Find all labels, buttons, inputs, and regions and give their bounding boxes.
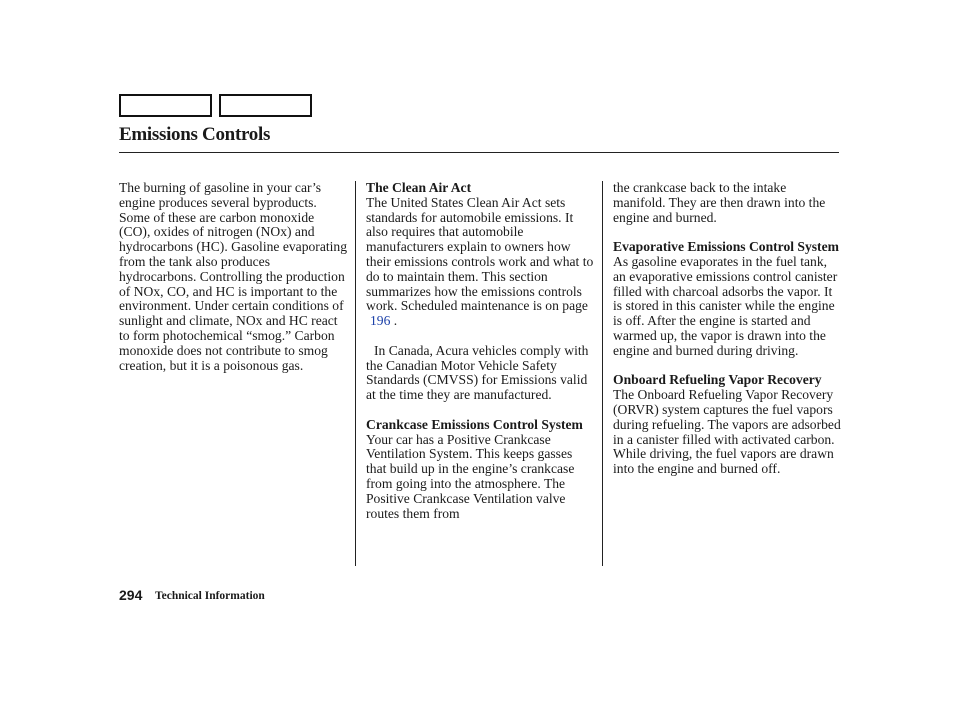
section-name: Technical Information (155, 590, 265, 602)
next-page-button[interactable] (219, 94, 312, 117)
crankcase-continued-paragraph: the crankcase back to the intake manifold. They are then drawn into the engine and burned. (613, 180, 826, 225)
crankcase-heading: Crankcase Emissions Control System (366, 416, 583, 432)
intro-paragraph: The burning of gasoline in your car’s engine produces several byproducts. Some of these are carbon monoxide (CO), oxides of nitrogen (NOx) and hydrocarbons (HC). Gasoline evaporating from the tank also produces hydrocarbons. Controlling the production of NOx, CO, and HC is important to the environment. Under certain conditions of sunlight and climate, NOx and HC react to form photochemical “smog.” Carbon monoxide does not contribute to smog creation, but it is a poisonous gas. (119, 180, 348, 373)
clean-air-act-paragraph (366, 196, 594, 329)
column-divider-1 (355, 181, 356, 566)
column-middle (366, 181, 594, 521)
canada-paragraph: In Canada, Acura vehicles comply with the Canadian Motor Vehicle Safety Standards (CMVSS) for Emissions valid at the time they are manufactured. (366, 342, 589, 403)
page-title: Emissions Controls (119, 124, 271, 145)
crankcase-paragraph: Your car has a Positive Crankcase Ventilation System. This keeps gasses that build up in the engine’s crankcase from going into the atmosphere. The Positive Crankcase Ventilation valve routes them from (366, 431, 575, 521)
clean-air-act-heading: The Clean Air Act (366, 180, 472, 195)
column-left (119, 181, 347, 373)
clean-air-act-text: The United States Clean Air Act sets standards for automobile emissions. It also requires that automobile manufacturers explain to owners how their emissions controls work and what to do to maintain them. This section summarizes how the emissions controls work. Scheduled maintenance is on page (366, 194, 594, 314)
title-divider (119, 152, 839, 153)
maintenance-page-link[interactable]: 196 (370, 313, 391, 329)
orvr-paragraph: The Onboard Refueling Vapor Recovery (ORVR) system captures the fuel vapors during refueling. The vapors are adsorbed in a canister filled with activated carbon. While driving, the fuel vapors are drawn into the engine and burned off. (613, 387, 841, 477)
column-right (613, 181, 841, 477)
orvr-heading: Onboard Refueling Vapor Recovery (613, 372, 822, 388)
page-link-suffix: . (390, 313, 398, 329)
evaporative-paragraph: As gasoline evaporates in the fuel tank, an evaporative emissions control canister filled with charcoal adsorbs the vapor. It is stored in this canister while the engine is off. After the engine is started and warmed up, the vapor is drawn into the engine and burned during driving. (613, 253, 838, 358)
page-number: 294 (119, 587, 143, 603)
column-divider-2 (602, 181, 603, 566)
evaporative-heading: Evaporative Emissions Control System (613, 239, 839, 255)
previous-page-button[interactable] (119, 94, 212, 117)
